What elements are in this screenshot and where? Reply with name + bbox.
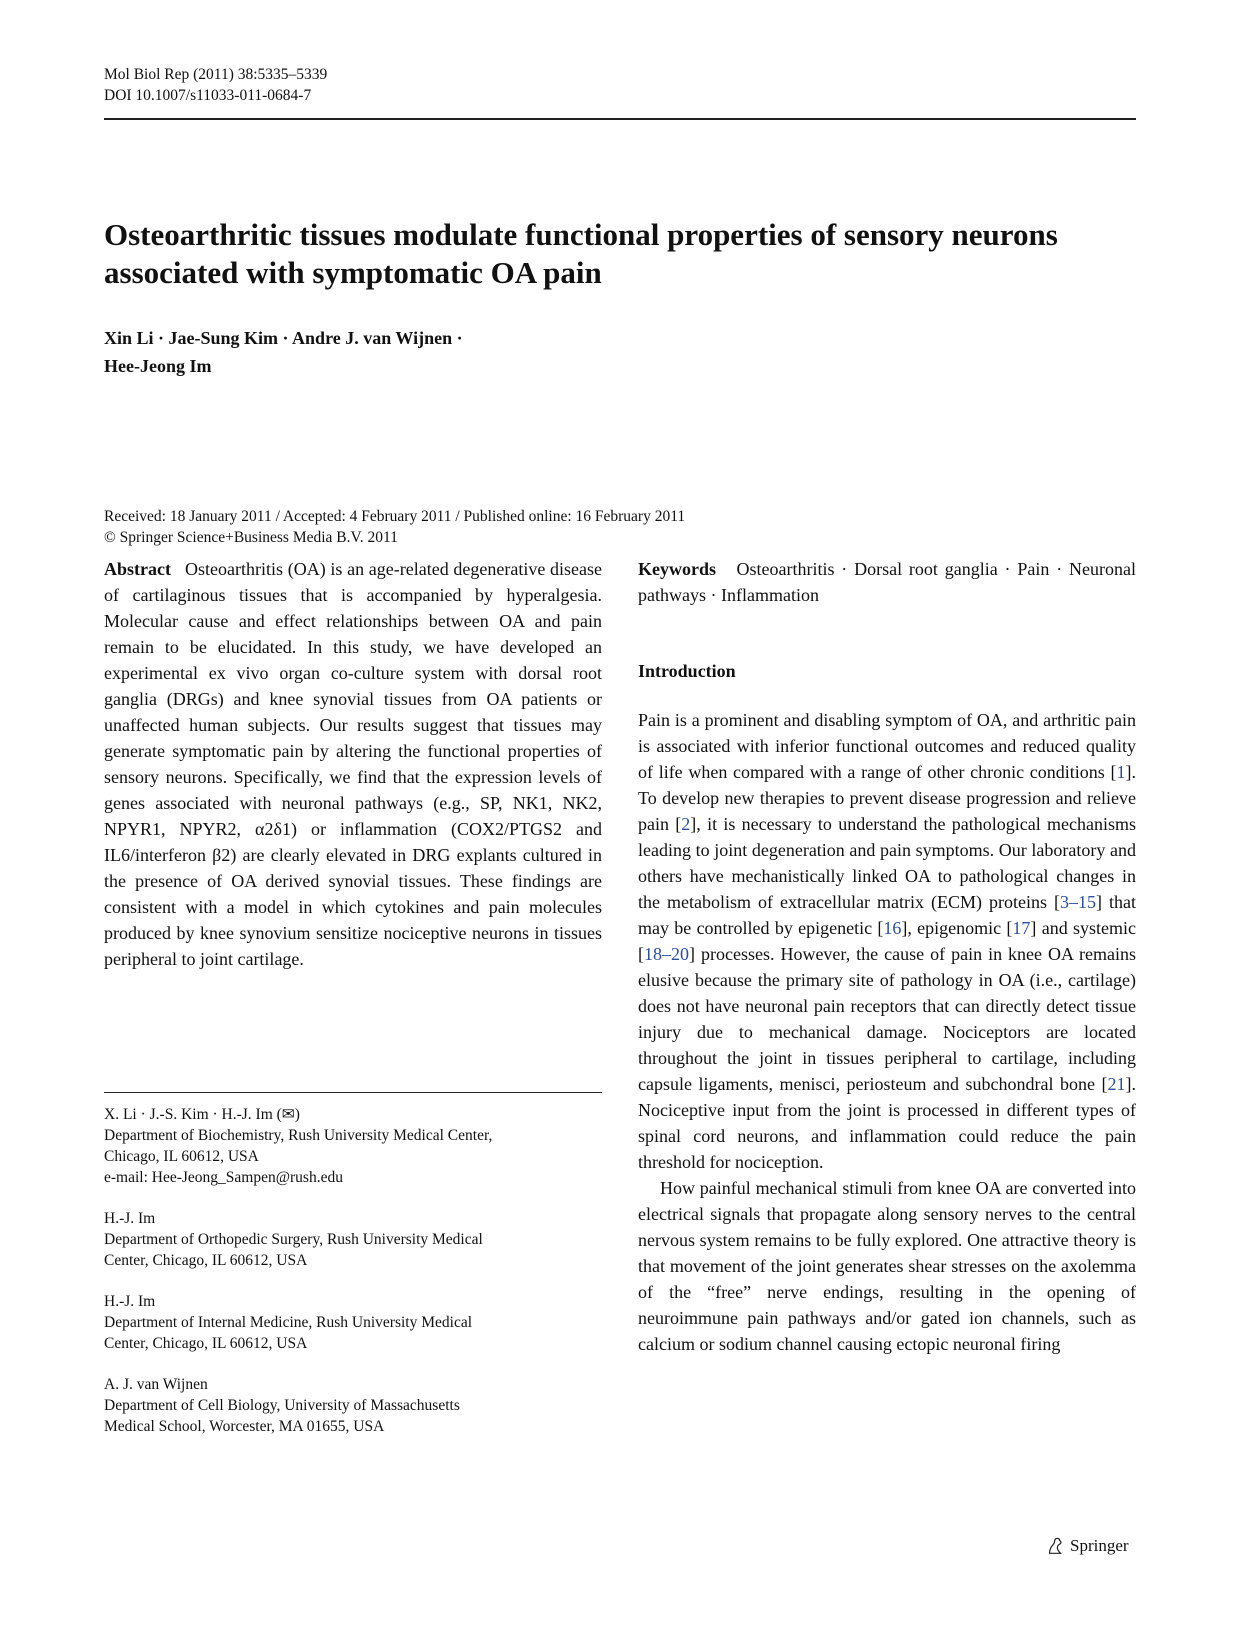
copyright: © Springer Science+Business Media B.V. 2011 bbox=[104, 529, 398, 546]
affiliation-line: Center, Chicago, IL 60612, USA bbox=[104, 1252, 308, 1269]
text-run: ], epigenomic [ bbox=[901, 918, 1013, 938]
abstract-heading: Abstract bbox=[104, 559, 171, 579]
author-list bbox=[104, 324, 704, 380]
keywords-heading: Keywords bbox=[638, 559, 716, 579]
abstract bbox=[104, 556, 602, 972]
affiliation-block bbox=[104, 1104, 602, 1188]
citation-link[interactable]: 2 bbox=[681, 814, 691, 834]
springer-horse-icon bbox=[1044, 1535, 1066, 1557]
footnote-rule bbox=[104, 1092, 602, 1093]
citation-link[interactable]: 1 bbox=[1116, 762, 1126, 782]
affiliations bbox=[104, 1104, 602, 1457]
affiliation-line: Department of Biochemistry, Rush University Medical Center, bbox=[104, 1127, 493, 1144]
affiliation-names: X. Li · J.-S. Kim · H.-J. Im (✉) bbox=[104, 1106, 300, 1123]
citation-link[interactable]: 18–20 bbox=[644, 944, 689, 964]
citation-link[interactable]: 17 bbox=[1012, 918, 1031, 938]
keywords-text: Osteoarthritis · Dorsal root ganglia · Pain · Neuronal pathways · Inflammation bbox=[638, 559, 1136, 605]
text-run: ] and systemic [ bbox=[638, 918, 1136, 964]
affiliation-block bbox=[104, 1291, 602, 1354]
history-dates: Received: 18 January 2011 / Accepted: 4 February 2011 / Published online: 16 February 2011 bbox=[104, 508, 686, 525]
journal-header bbox=[104, 64, 327, 106]
text-run: ], it is necessary to understand the pathological mechanisms leading to joint degeneration and pain symptoms. Our laboratory and others have mechanistically linked OA to pathological changes in the metabolism of extracellular matrix (ECM) proteins [ bbox=[638, 814, 1136, 912]
affiliation-line: Medical School, Worcester, MA 01655, USA bbox=[104, 1418, 385, 1435]
affiliation-block bbox=[104, 1208, 602, 1271]
publisher-logo bbox=[1044, 1535, 1129, 1557]
introduction-paragraph bbox=[638, 707, 1136, 1175]
article-dates bbox=[104, 506, 685, 548]
keywords bbox=[638, 556, 1136, 608]
publisher-name: Springer bbox=[1070, 1536, 1129, 1555]
doi: DOI 10.1007/s11033-011-0684-7 bbox=[104, 87, 312, 104]
text-run: ]. To develop new therapies to prevent disease progression and relieve pain [ bbox=[638, 762, 1136, 834]
affiliation-line: Center, Chicago, IL 60612, USA bbox=[104, 1335, 308, 1352]
text-run: ] processes. However, the cause of pain in knee OA remains elusive because the primary site of pathology in OA (i.e., cartilage) does not have neuronal pain receptors that can directly detect tissue injury due to mechanical damage. Nociceptors are located throughout the joint in tissues peripheral to cartilage, including capsule ligaments, menisci, periosteum and subchondral bone [ bbox=[638, 944, 1136, 1094]
affiliation-names: H.-J. Im bbox=[104, 1293, 156, 1310]
introduction-heading: Introduction bbox=[638, 661, 736, 681]
affiliation-line: Chicago, IL 60612, USA bbox=[104, 1148, 259, 1165]
citation-link[interactable]: 3–15 bbox=[1059, 892, 1096, 912]
citation-link[interactable]: 21 bbox=[1107, 1074, 1126, 1094]
affiliation-names: A. J. van Wijnen bbox=[104, 1376, 208, 1393]
text-run: ]. Nociceptive input from the joint is processed in different types of spinal cord neurons, and inflammation could reduce the pain threshold for nociception. bbox=[638, 1074, 1136, 1172]
affiliation-line: Department of Internal Medicine, Rush University Medical bbox=[104, 1314, 473, 1331]
text-run: ] that may be controlled by epigenetic [ bbox=[638, 892, 1136, 938]
affiliation-block bbox=[104, 1374, 602, 1437]
text-run: Pain is a prominent and disabling symptom of OA, and arthritic pain is associated with inferior functional outcomes and reduced quality of life when compared with a range of other chronic conditions [ bbox=[638, 710, 1136, 782]
journal-citation: Mol Biol Rep (2011) 38:5335–5339 bbox=[104, 66, 328, 83]
header-rule bbox=[104, 118, 1136, 120]
right-column bbox=[638, 556, 1136, 1357]
affiliation-line: Department of Orthopedic Surgery, Rush University Medical bbox=[104, 1231, 483, 1248]
introduction-paragraph: How painful mechanical stimuli from knee OA are converted into electrical signals that propagate along sensory nerves to the central nervous system remains to be fully explored. One attractive theory is that movement of the joint generates shear stresses on the axolemma of the “free” nerve endings, resulting in the opening of neuroimmune pain pathways and/or gated ion channels, such as calcium or sodium channel causing ectopic neuronal firing bbox=[638, 1178, 1136, 1354]
article-title: Osteoarthritic tissues modulate functional properties of sensory neurons associated with symptomatic OA pain bbox=[104, 217, 1058, 290]
affiliation-line: Department of Cell Biology, University of Massachusetts bbox=[104, 1397, 460, 1414]
email-line: e-mail: Hee-Jeong_Sampen@rush.edu bbox=[104, 1169, 343, 1186]
author-line: Hee-Jeong Im bbox=[104, 356, 212, 376]
author-line: Xin Li · Jae-Sung Kim · Andre J. van Wijnen · bbox=[104, 328, 463, 348]
citation-link[interactable]: 16 bbox=[883, 918, 902, 938]
affiliation-names: H.-J. Im bbox=[104, 1210, 156, 1227]
abstract-text: Osteoarthritis (OA) is an age-related degenerative disease of cartilaginous tissues that is accompanied by hyperalgesia. Molecular cause and effect relationships between OA and pain remain to be elucidated. In this study, we have developed an experimental ex vivo organ co-culture system with dorsal root ganglia (DRGs) and knee synovial tissues from OA patients or unaffected human subjects. Our results suggest that tissues may generate symptomatic pain by altering the functional properties of sensory neurons. Specifically, we find that the expression levels of genes associated with neuronal pathways (e.g., SP, NK1, NK2, NPYR1, NPYR2, α2δ1) or inflammation (COX2/PTGS2 and IL6/interferon β2) are clearly elevated in DRG explants cultured in the presence of OA derived synovial tissues. These findings are consistent with a model in which cytokines and pain molecules produced by knee synovium sensitize nociceptive neurons in tissues peripheral to joint cartilage. bbox=[104, 559, 602, 969]
